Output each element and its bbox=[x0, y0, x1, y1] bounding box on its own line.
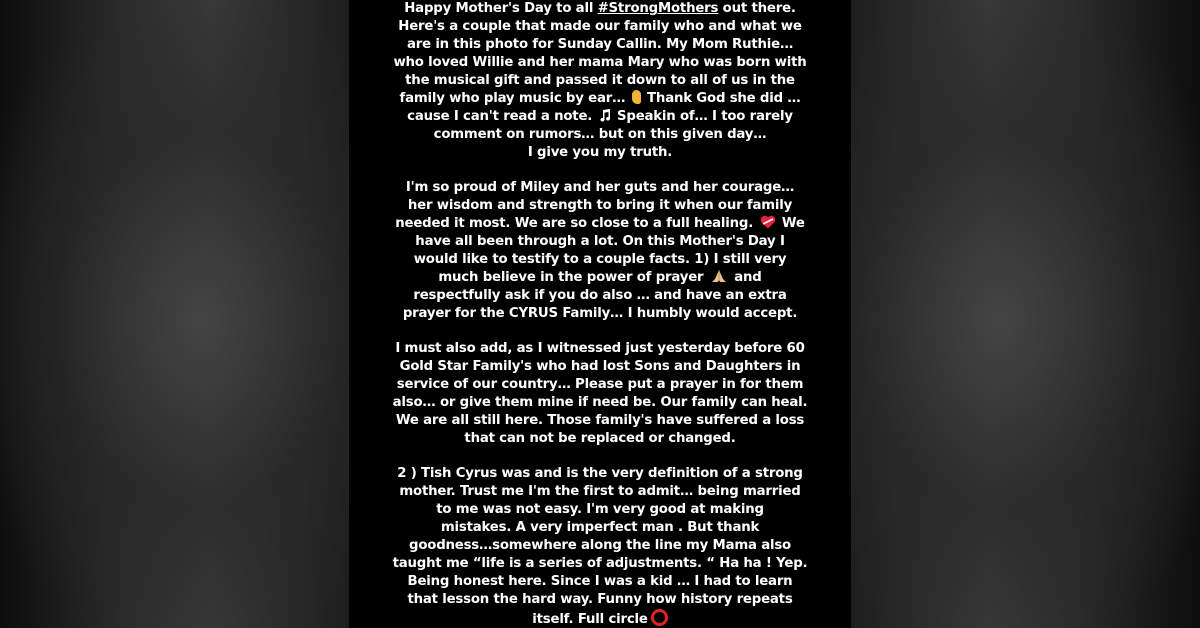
mending-heart-icon bbox=[760, 215, 776, 229]
text-line: We are all still here. Those family's have suffered a loss bbox=[395, 413, 805, 428]
red-circle-icon bbox=[651, 609, 668, 626]
folded-hands-icon bbox=[710, 269, 728, 283]
text-line bbox=[349, 108, 851, 126]
text-line: that lesson the hard way. Funny how history repeats bbox=[407, 592, 793, 607]
text-fragment: We bbox=[777, 216, 805, 231]
ear-icon bbox=[632, 90, 641, 104]
text-fragment: Thank God she did … bbox=[642, 91, 801, 106]
text-line: Here's a couple that made our family who and what we bbox=[398, 19, 802, 34]
text-line: prayer for the CYRUS Family… I humbly would accept. bbox=[402, 306, 798, 321]
text-line: also… or give them mine if need be. Our family can heal. bbox=[392, 395, 808, 410]
text-fragment: out there. bbox=[718, 1, 796, 16]
blurred-background-left bbox=[0, 0, 349, 628]
text-line: respectfully ask if you do also … and have an extra bbox=[413, 288, 787, 303]
paragraph-gap bbox=[349, 162, 851, 179]
text-line bbox=[349, 269, 851, 287]
text-line bbox=[349, 215, 851, 233]
text-fragment: Happy Mother's Day to all bbox=[404, 1, 598, 16]
text-line: I'm so proud of Miley and her guts and her courage… bbox=[405, 180, 795, 195]
story-text-panel bbox=[349, 0, 851, 628]
text-line bbox=[349, 90, 851, 108]
text-line: mistakes. A very imperfect man . But thank bbox=[440, 520, 760, 535]
text-line: that can not be replaced or changed. bbox=[464, 431, 736, 446]
text-line: Gold Star Family's who had lost Sons and Daughters in bbox=[399, 359, 801, 374]
musical-note-icon bbox=[599, 109, 611, 122]
text-fragment: much believe in the power of prayer bbox=[438, 270, 708, 285]
text-line: goodness…somewhere along the line my Mama also bbox=[409, 538, 791, 553]
text-fragment: itself. Full circle bbox=[532, 612, 648, 627]
text-line bbox=[349, 0, 851, 18]
text-fragment: needed it most. We are so close to a full healing. bbox=[395, 216, 758, 231]
text-line: who loved Willie and her mama Mary who was born with bbox=[393, 55, 807, 70]
text-fragment: cause I can't read a note. bbox=[407, 109, 597, 124]
text-fragment: Speakin of… I too rarely bbox=[612, 109, 793, 124]
text-line: to me was not easy. I'm very good at making bbox=[436, 502, 764, 517]
text-line: 2 ) Tish Cyrus was and is the very definition of a strong bbox=[397, 466, 803, 481]
text-line: I give you my truth. bbox=[527, 145, 673, 160]
text-line: the musical gift and passed it down to all of us in the bbox=[405, 73, 795, 88]
paragraph-gap bbox=[349, 448, 851, 465]
blurred-background-right bbox=[851, 0, 1200, 628]
text-line: have all been through a lot. On this Mother's Day I bbox=[415, 234, 785, 249]
text-line: I must also add, as I witnessed just yesterday before 60 bbox=[395, 341, 805, 356]
text-line: service of our country… Please put a prayer in for them bbox=[396, 377, 804, 392]
text-line: mother. Trust me I'm the first to admit… being married bbox=[399, 484, 801, 499]
text-line: would like to testify to a couple facts. 1) I still very bbox=[413, 252, 787, 267]
text-line bbox=[349, 609, 851, 627]
text-line: Being honest here. Since I was a kid … I had to learn bbox=[407, 574, 793, 589]
paragraph-gap bbox=[349, 323, 851, 340]
text-fragment: and bbox=[729, 270, 762, 285]
text-line: are in this photo for Sunday Callin. My Mom Ruthie… bbox=[406, 37, 794, 52]
text-line: taught me “life is a series of adjustments. “ Ha ha ! Yep. bbox=[392, 556, 808, 571]
text-line: her wisdom and strength to bring it when our family bbox=[407, 198, 793, 213]
hashtag-link[interactable]: #StrongMothers bbox=[597, 1, 719, 16]
text-line: comment on rumors… but on this given day… bbox=[433, 127, 767, 142]
text-fragment: family who play music by ear… bbox=[399, 91, 630, 106]
